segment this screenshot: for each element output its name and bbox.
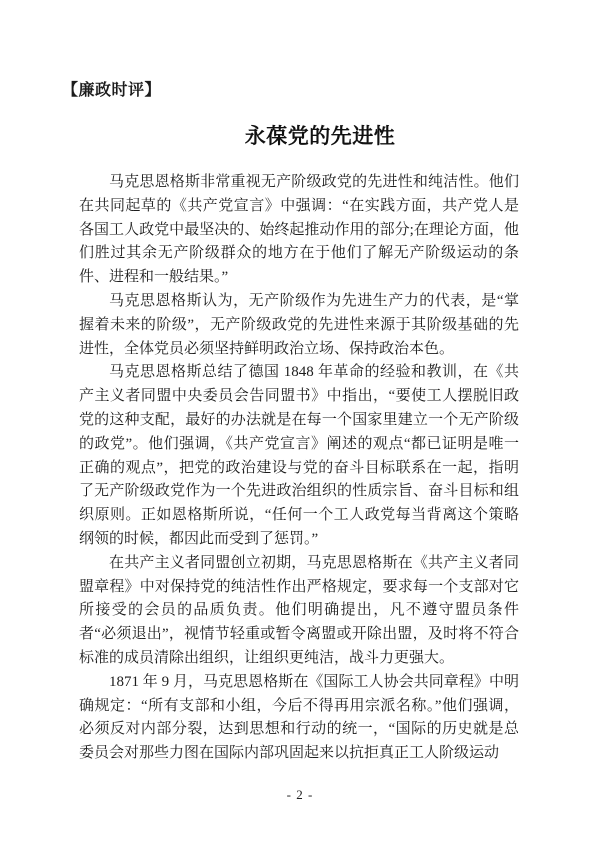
section-tag: 【廉政时评】 — [62, 82, 162, 99]
paragraph: 1871 年 9 月，马克思恩格斯在《国际工人协会共同章程》中明确规定：“所有支部和小组，今后不得再用宗派名称。”他们强调，必须反对内部分裂，达到思想和行动的统一，“国际的历史就是总委员会对那些力图在国际内部巩固起来以抗拒真正工人阶级运动 — [79, 673, 519, 762]
paragraph: 马克思恩格斯总结了德国 1848 年革命的经验和教训，在《共产主义者同盟中央委员会告同盟书》中指出，“要使工人摆脱旧政党的这种支配，最好的办法就是在每一个国家里建立一个无产阶级的政党”。他们强调，《共产党宣言》阐述的观点“都已证明是唯一正确的观点”，把党的政治建设与党的奋斗目标联系在一起，指明了无产阶级政党作为一个先进政治组织的性质宗旨、奋斗目标和组织原则。正如恩格斯所说，“任何一个工人政党每当背离这个策略纲领的时候，都因此而受到了惩罚。” — [79, 364, 519, 547]
paragraph: 马克思恩格斯认为，无产阶级作为先进生产力的代表，是“掌握着未来的阶级”，无产阶级政党的先进性来源于其阶级基础的先进性，全体党员必须坚持鲜明政治立场、保持政治本色。 — [79, 292, 519, 357]
doc-title: 永葆党的先进性 — [244, 124, 396, 148]
page-number: - 2 - — [286, 787, 314, 802]
document-body — [79, 171, 519, 766]
paragraph: 马克思恩格斯非常重视无产阶级政党的先进性和纯洁性。他们在共同起草的《共产党宣言》中强调：“在实践方面，共产党人是各国工人政党中最坚决的、始终起推动作用的部分;在理论方面，他们胜过其余无产阶级群众的地方在于他们了解无产阶级运动的条件、进程和一般结果。” — [79, 174, 519, 286]
paragraph: 在共产主义者同盟创立初期，马克思恩格斯在《共产主义者同盟章程》中对保持党的纯洁性作出严格规定，要求每一个支部对它所接受的会员的品质负责。他们明确提出，凡不遵守盟员条件者“必须退出”，视情节轻重或暂令离盟或开除出盟，及时将不符合标准的成员清除出组织，让组织更纯洁，战斗力更强大。 — [79, 554, 519, 666]
